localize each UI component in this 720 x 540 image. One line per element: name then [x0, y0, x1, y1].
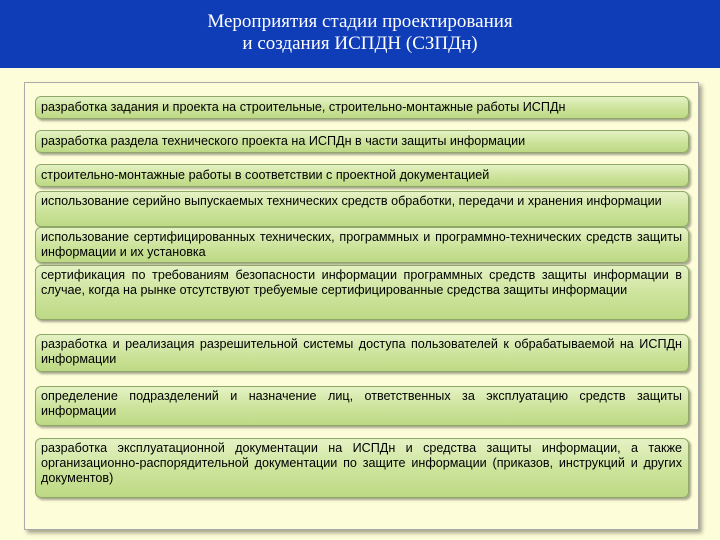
measure-item-text: разработка эксплуатационной документации на ИСПДн и средства защиты информации, а также организационно-распорядительной документации по защите информации (приказов, инструкций и других документов) — [41, 441, 682, 485]
measure-item-4 — [35, 191, 689, 227]
measure-item-1 — [35, 96, 689, 119]
measure-item-text: разработка и реализация разрешительной системы доступа пользователей к обрабатываемой на ИСПДн информации — [41, 337, 682, 366]
measure-item-6 — [35, 265, 689, 320]
measure-item-text: сертификация по требованиям безопасности информации программных средств защиты информации в случае, когда на рынке отсутствуют требуемые сертифицированные средства защиты информации — [41, 268, 682, 297]
measure-item-5 — [35, 227, 689, 263]
measure-item-text: разработка раздела технического проекта на ИСПДн в части защиты информации — [41, 134, 526, 148]
measure-item-text: строительно-монтажные работы в соответствии с проектной документацией — [41, 168, 490, 182]
measure-item-text: использование сертифицированных технических, программных и программно-технических средств защиты информации и их установка — [41, 230, 682, 259]
measure-item-7 — [35, 334, 689, 372]
measure-item-9 — [35, 438, 689, 498]
slide-title-line-1: Мероприятия стадии проектирования — [207, 11, 513, 32]
slide-title — [0, 0, 720, 68]
measure-item-2 — [35, 130, 689, 153]
slide-title-line-2: и создания ИСПДН (СЗПДн) — [242, 33, 478, 54]
measure-item-8 — [35, 386, 689, 426]
measure-item-text: использование серийно выпускаемых технических средств обработки, передачи и хранения информации — [41, 194, 662, 208]
measure-item-text: разработка задания и проекта на строительные, строительно-монтажные работы ИСПДн — [41, 100, 566, 114]
measure-item-text: определение подразделений и назначение лиц, ответственных за эксплуатацию средств защиты информации — [41, 389, 682, 418]
measure-item-3 — [35, 164, 689, 187]
